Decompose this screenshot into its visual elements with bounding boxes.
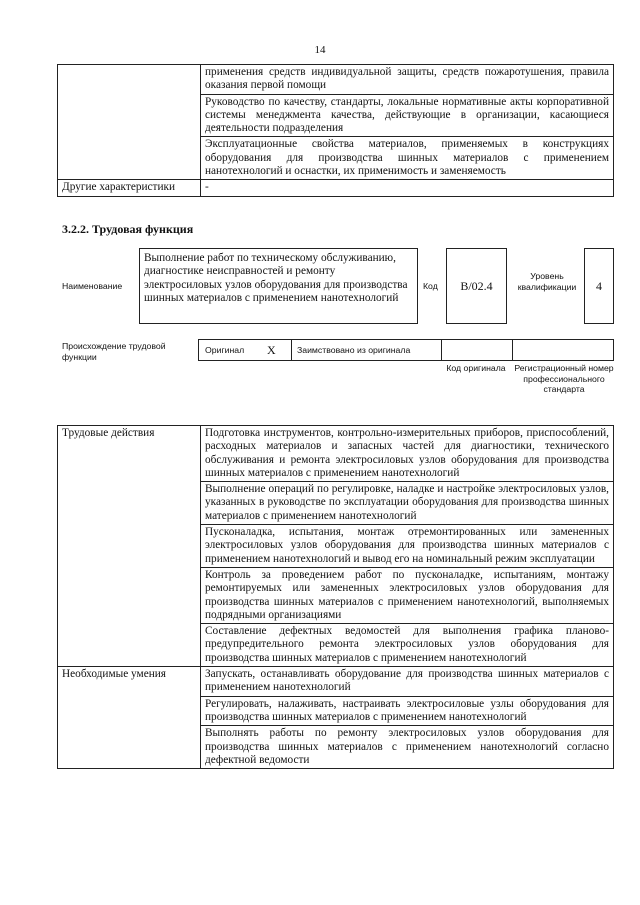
row-item: Выполнять работы по ремонту электросиловых узлов оборудования для производства шинных материалов с применением нанотехнологий согласно дефектной ведомости <box>201 726 614 769</box>
row-label: Необходимые умения <box>58 667 201 769</box>
divider <box>512 340 513 360</box>
function-name: Выполнение работ по техническому обслуживанию, диагностике неисправностей и ремонту электросиловых узлов оборудования для производства шинных материалов с применением нанотехнологий <box>139 248 418 324</box>
top-table <box>57 64 614 197</box>
code-label: Код <box>423 281 438 291</box>
divider <box>441 340 442 360</box>
row-item: Составление дефектных ведомостей для выполнения графика планово-предупредительного ремонта электросиловых узлов оборудования для производства шинных материалов с применением нанотехнологий <box>201 624 614 667</box>
table-row <box>58 667 614 697</box>
function-code: B/02.4 <box>446 248 507 324</box>
row-item: Выполнение операций по регулировке, наладке и настройке электросиловых узлов, указанных в руководстве по эксплуатации оборудования для производства шинных материалов с применением нанотехнологий <box>201 482 614 525</box>
origin-mark: X <box>267 342 276 357</box>
table-row <box>58 426 614 482</box>
code-caption: Код оригинала <box>446 363 506 373</box>
origin-row <box>198 339 614 361</box>
table-row <box>58 65 614 95</box>
row-item: Эксплуатационные свойства материалов, применяемых в конструкциях оборудования для производства шинных материалов с применением нанотехнологий и оснастки, их применимость и заменяемость <box>201 137 614 180</box>
row-label: Другие характеристики <box>58 180 201 196</box>
section-title: 3.2.2. Трудовая функция <box>62 222 194 236</box>
row-item: применения средств индивидуальной защиты, средств пожаротушения, правила оказания первой помощи <box>201 65 614 95</box>
row-item: Регулировать, налаживать, настраивать электросиловые узлы оборудования для производства шинных материалов с применением нанотехнологий <box>201 696 614 726</box>
origin-original: Оригинал <box>205 344 245 355</box>
row-item: Руководство по качеству, стандарты, локальные нормативные акты корпоративной системы менеджмента качества, действующие в организации, касающиеся деятельности подразделения <box>201 94 614 137</box>
registration-caption: Регистрационный номер профессионального стандарта <box>514 363 614 394</box>
row-item: Подготовка инструментов, контрольно-измерительных приборов, приспособлений, расходных материалов и запасных частей для диагностики, технического обслуживания и ремонта электросиловых узлов оборудования для производства шинных материалов с применением нанотехнологий <box>201 426 614 482</box>
qualification-level: 4 <box>584 248 614 324</box>
name-label: Наименование <box>62 281 123 291</box>
row-item: - <box>201 180 614 196</box>
table-row <box>58 180 614 196</box>
main-table <box>57 425 614 769</box>
row-item: Контроль за проведением работ по пусконаладке, испытаниям, монтажу ремонтируемых или замененных электросиловых узлов оборудования для производства шинных материалов с применением нанотехнологий, выполняемых подрядными организациями <box>201 567 614 623</box>
page-number: 14 <box>314 44 326 56</box>
row-label: Трудовые действия <box>58 426 201 667</box>
divider <box>291 340 292 360</box>
row-item: Пусконаладка, испытания, монтаж отремонтированных или замененных электросиловых узлов оборудования для производства шинных материалов с применением нанотехнологий и вывод его на номинальный режим эксплуатации <box>201 525 614 568</box>
row-item: Запускать, останавливать оборудование для производства шинных материалов с применением нанотехнологий <box>201 667 614 697</box>
origin-borrowed: Заимствовано из оригинала <box>297 344 411 355</box>
origin-label: Происхождение трудовой функции <box>62 341 166 362</box>
qualification-label: Уровень квалификации <box>517 271 577 292</box>
row-label <box>58 65 201 180</box>
